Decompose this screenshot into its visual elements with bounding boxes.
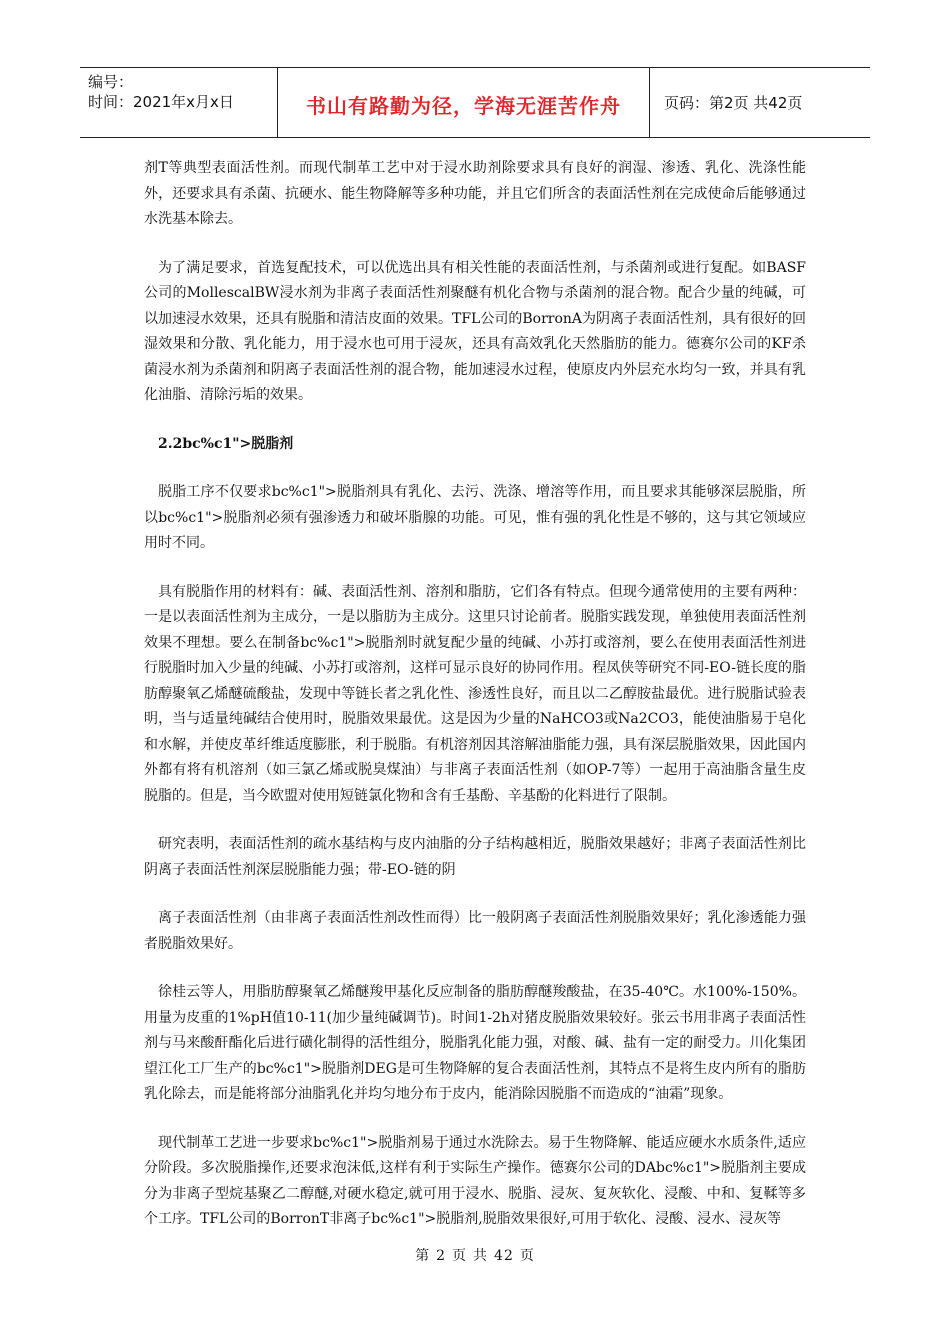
- paragraph: 离子表面活性剂（由非离子表面活性剂改性而得）比一般阴离子表面活性剂脱脂效果好；乳化渗透能力强者脱脂效果好。: [144, 910, 806, 952]
- page-footer: [0, 1245, 950, 1265]
- footer-gong: 共: [473, 1248, 489, 1264]
- paragraph: 剂T等典型表面活性剂。而现代制革工艺中对于浸水助剂除要求具有良好的润湿、渗透、乳化、洗涤性能外，还要求具有杀菌、抗硬水、能生物降解等多种功能，并且它们所含的表面活性剂在完成使命后能够通过水洗基本除去。: [144, 160, 806, 227]
- header-page-label: 页码：第2页 共42页: [664, 94, 803, 112]
- document-body: [144, 156, 806, 1256]
- footer-page-number: 2: [436, 1248, 447, 1264]
- header-meta: [80, 68, 278, 137]
- footer-di: 第: [415, 1248, 431, 1264]
- document-date-label: 时间：2021年x月x日: [88, 93, 234, 111]
- section-heading: 2.2bc%c1">脱脂剂: [158, 435, 294, 452]
- document-number-label: 编号：: [88, 73, 134, 91]
- footer-ye: 页: [519, 1248, 535, 1264]
- header-motto: 书山有路勤为径，学海无涯苦作舟: [278, 68, 650, 137]
- footer-ye: 页: [452, 1248, 468, 1264]
- paragraph: 徐桂云等人，用脂肪醇聚氧乙烯醚羧甲基化反应制备的脂肪醇醚羧酸盐，在35-40℃。水100%-150%。用量为皮重的1%pH值10-11(加少量纯碱调节)。时间1-2h对猪皮脱脂效果较好。张云书用非离子表面活性剂与马来酸酐酯化后进行磺化制得的活性组分，脱脂乳化能力强，对酸、碱、盐有一定的耐受力。川化集团望江化工厂生产的bc%c1">脱脂剂DEG是可生物降解的复合表面活性剂，其特点不是将生皮内所有的脂肪乳化除去，而是能将部分油脂乳化并均匀地分布于皮内，能消除因脱脂不而造成的“油霜”现象。: [144, 984, 806, 1102]
- paragraph: 脱脂工序不仅要求bc%c1">脱脂剂具有乳化、去污、洗涤、增溶等作用，而且要求其能够深层脱脂，所以bc%c1">脱脂剂必须有强渗透力和破坏脂腺的功能。可见，惟有强的乳化性是不够的，这与其它领域应用时不同。: [144, 484, 806, 551]
- page-header: [80, 67, 870, 138]
- footer-total-pages: 42: [494, 1248, 514, 1264]
- paragraph: 研究表明，表面活性剂的疏水基结构与皮内油脂的分子结构越相近，脱脂效果越好；非离子表面活性剂比阴离子表面活性剂深层脱脂能力强；带-EO-链的阴: [144, 836, 806, 878]
- paragraph: 具有脱脂作用的材料有：碱、表面活性剂、溶剂和脂肪，它们各有特点。但现今通常使用的主要有两种：一是以表面活性剂为主成分，一是以脂肪为主成分。这里只讨论前者。脱脂实践发现，单独使用表面活性剂效果不理想。要么在制备bc%c1">脱脂剂时就复配少量的纯碱、小苏打或溶剂，要么在使用表面活性剂进行脱脂时加入少量的纯碱、小苏打或溶剂，这样可显示良好的协同作用。程凤侠等研究不同-EO-链长度的脂肪醇聚氧乙烯醚硫酸盐，发现中等链长者之乳化性、渗透性良好，而且以二乙醇胺盐最优。进行脱脂试验表明，当与适量纯碱结合使用时，脱脂效果最优。这是因为少量的NaHCO3或Na2CO3，能使油脂易于皂化和水解，并使皮革纤维适度膨胀，利于脱脂。有机溶剂因其溶解油脂能力强，具有深层脱脂效果，因此国内外都有将有机溶剂（如三氯乙烯或脱臭煤油）与非离子表面活性剂（如OP-7等）一起用于高油脂含量生皮脱脂的。但是，当今欧盟对使用短链氯化物和含有壬基酚、辛基酚的化料进行了限制。: [144, 583, 806, 804]
- paragraph: 现代制革工艺进一步要求bc%c1">脱脂剂易于通过水洗除去。易于生物降解、能适应硬水水质条件,适应分阶段。多次脱脂操作,还要求泡沫低,这样有利于实际生产操作。德赛尔公司的DAbc%c1">脱脂剂主要成分为非离子型烷基聚乙二醇醚,对硬水稳定,就可用于浸水、脱脂、浸灰、复灰软化、浸酸、中和、复鞣等多个工序。TFL公司的BorronT非离子bc%c1">脱脂剂,脱脂效果很好,可用于软化、浸酸、浸水、浸灰等: [144, 1134, 806, 1227]
- paragraph: 为了满足要求，首选复配技术，可以优选出具有相关性能的表面活性剂，与杀菌剂或进行复配。如BASF公司的MollescalBW浸水剂为非离子表面活性剂聚醚有机化合物与杀菌剂的混合物。配合少量的纯碱，可以加速浸水效果，还具有脱脂和清洁皮面的效果。TFL公司的BorronA为阴离子表面活性剂，具有很好的回湿效果和分散、乳化能力，用于浸水也可用于浸灰，还具有高效乳化天然脂肪的能力。德赛尔公司的KF杀菌浸水剂为杀菌剂和阴离子表面活性剂的混合物，能加速浸水过程，使原皮内外层充水均匀一致，并具有乳化油脂、清除污垢的效果。: [144, 259, 807, 403]
